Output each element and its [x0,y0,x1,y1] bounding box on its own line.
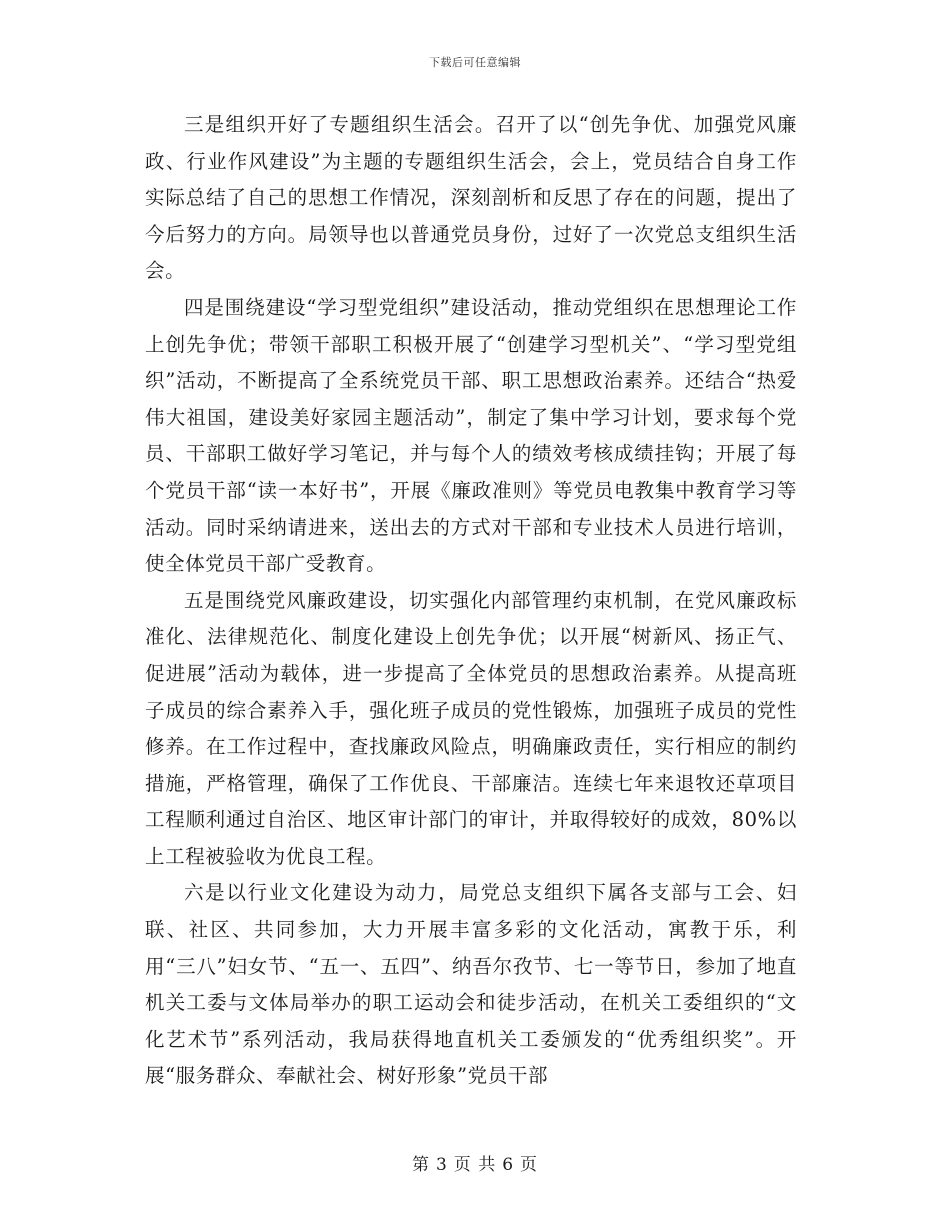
page-header: 下载后可任意编辑 [429,56,521,69]
paragraph-3: 三是组织开好了专题组织生活会。召开了以“创先争优、加强党风廉政、行业作风建设”为主题的专题组织生活会，会上，党员结合自身工作实际总结了自己的思想工作情况，深刻剖析和反思了存在的问题，提出了今后努力的方向。局领导也以普通党员身份，过好了一次党总支组织生活会。 [145,113,797,283]
page-label-mid: 页 共 [453,1155,497,1175]
page-label-prefix: 第 [411,1155,430,1175]
paragraph-5: 五是围绕党风廉政建设，切实强化内部管理约束机制，在党风廉政标准化、法律规范化、制度化建设上创先争优；以开展“树新风、扬正气、促进展”活动为载体，进一步提高了全体党员的思想政治素养。从提高班子成员的综合素养入手，强化班子成员的党性锻炼，加强班子成员的党性修养。在工作过程中，查找廉政风险点，明确廉政责任，实行相应的制约措施，严格管理，确保了工作优良、干部廉洁。连续七年来退牧还草项目工程顺利通过自治区、地区审计部门的审计，并取得较好的成效，80%以上工程被验收为优良工程。 [145,588,797,868]
page-label-suffix: 页 [520,1155,539,1175]
page-footer [0,1150,950,1175]
current-page-number: 3 [435,1155,448,1175]
document-body [145,107,797,1095]
paragraph-4: 四是围绕建设“学习型党组织”建设活动，推动党组织在思想理论工作上创先争优；带领干部职工积极开展了“创建学习型机关”、“学习型党组织”活动，不断提高了全系统党员干部、职工思想政治素养。还结合“热爱伟大祖国，建设美好家园主题活动”，制定了集中学习计划，要求每个党员、干部职工做好学习笔记，并与每个人的绩效考核成绩挂钩；开展了每个党员干部“读一本好书”，开展《廉政准则》等党员电教集中教育学习等活动。同时采纳请进来，送出去的方式对干部和专业技术人员进行培训，使全体党员干部广受教育。 [145,295,797,576]
paragraph-6: 六是以行业文化建设为动力，局党总支组织下属各支部与工会、妇联、社区、共同参加，大力开展丰富多彩的文化活动，寓教于乐，利用“三八”妇女节、“五一、五四”、纳吾尔孜节、七一等节日，参加了地直机关工委与文体局举办的职工运动会和徒步活动，在机关工委组织的“文化艺术节”系列活动，我局获得地直机关工委颁发的“优秀组织奖”。开展“服务群众、奉献社会、树好形象”党员干部 [145,881,797,1088]
total-page-number: 6 [502,1155,515,1175]
